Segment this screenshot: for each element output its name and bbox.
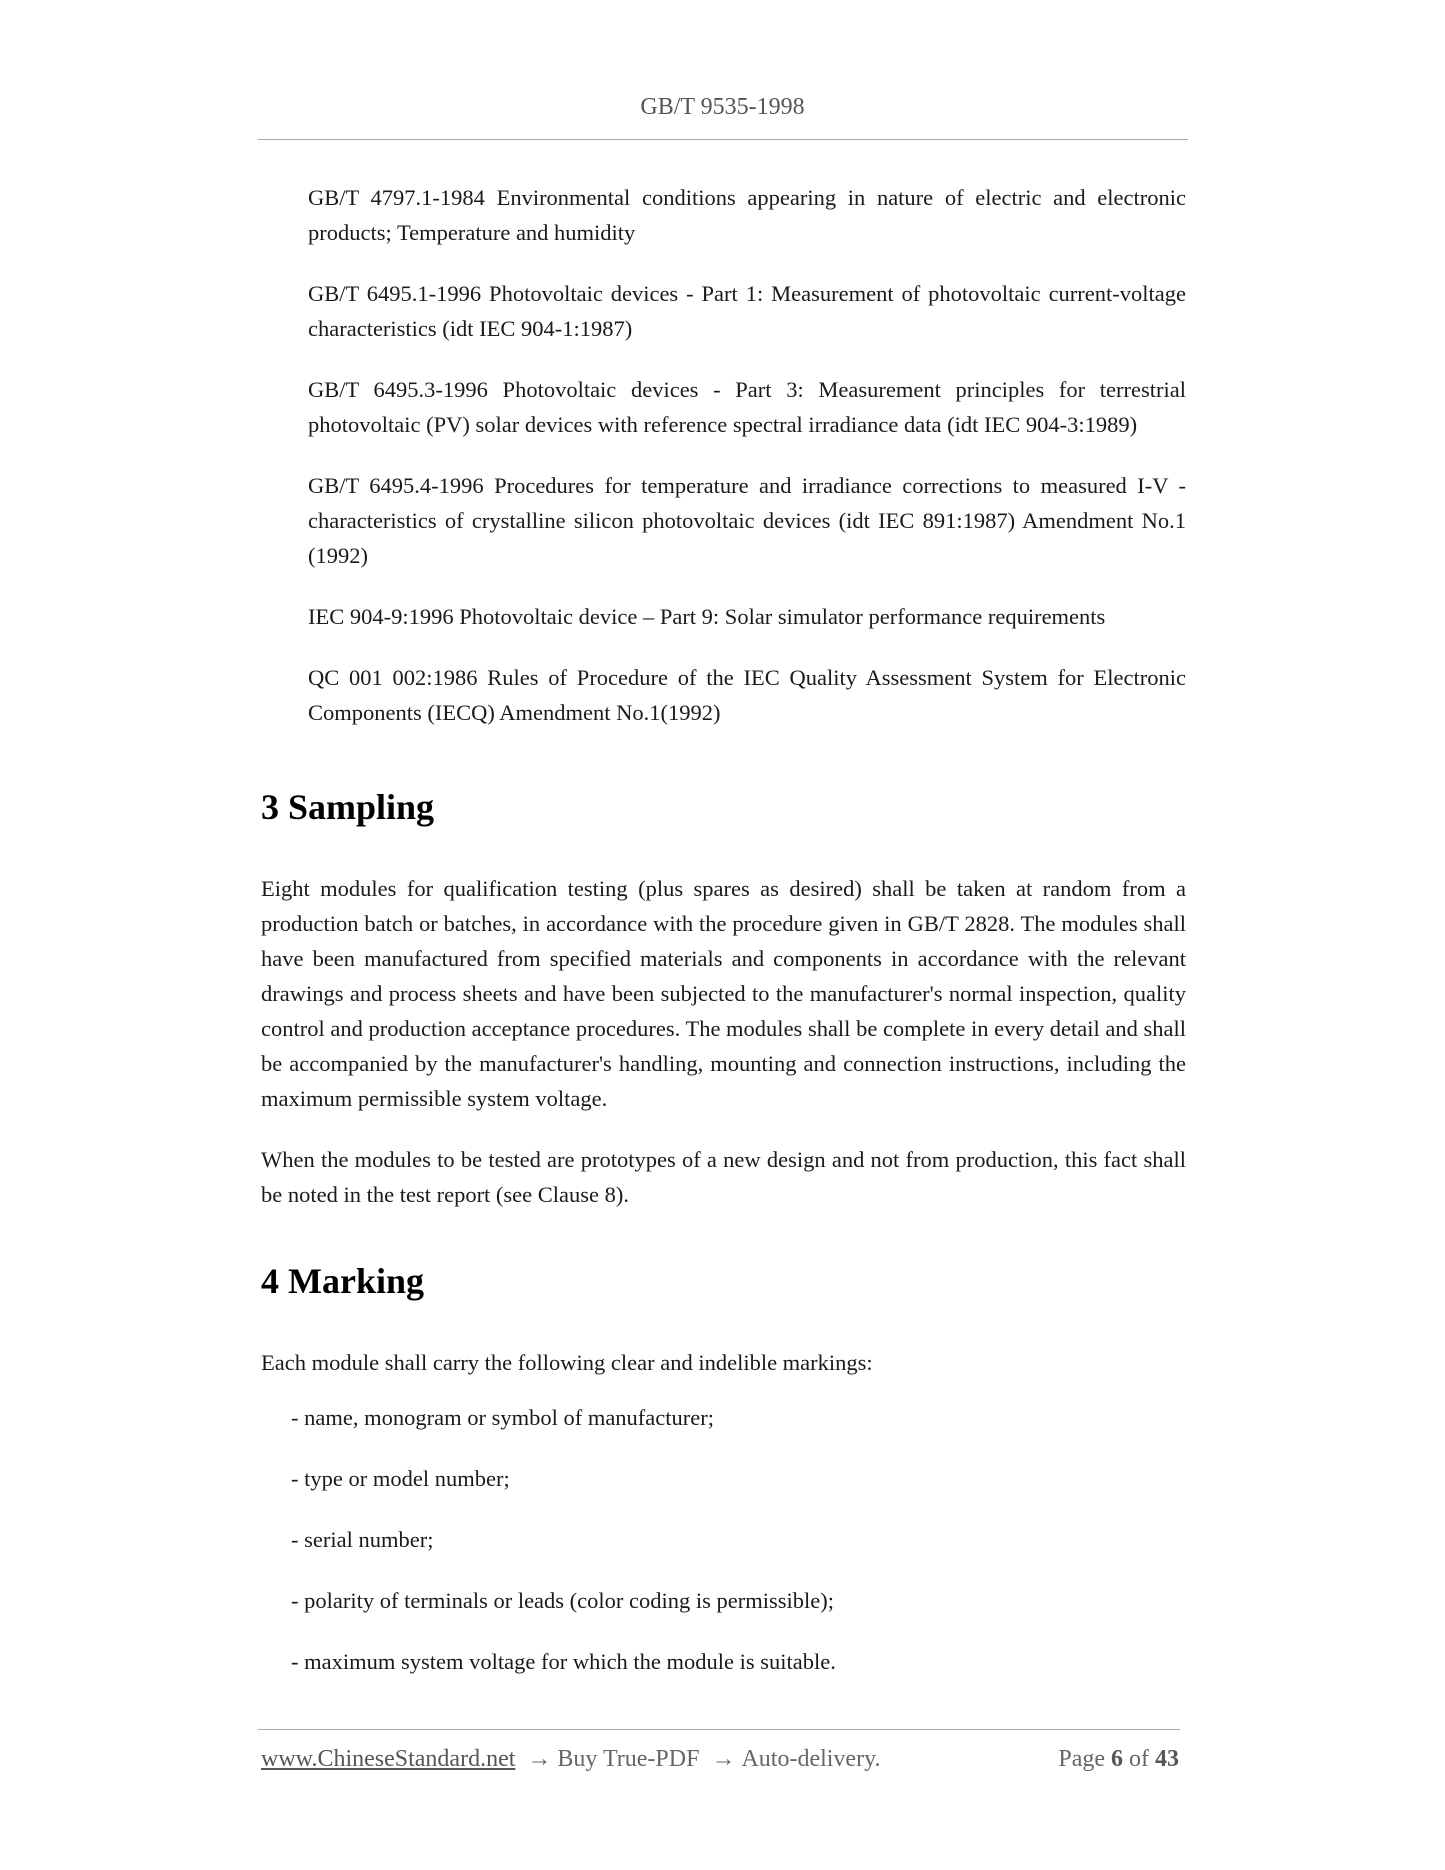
footer-divider [258,1729,1180,1730]
reference-item: GB/T 6495.3-1996 Photovoltaic devices - Part 3: Measurement principles for terrestrial photovoltaic (PV) solar devices with reference spectral irradiance data (idt IEC 904-3:1989) [308,377,1186,437]
page-footer [261,1746,1179,1780]
section-heading-marking: 4 Marking [261,1261,425,1301]
paragraph: Eight modules for qualification testing (plus spares as desired) shall be taken at random from a production batch or batches, in accordance with the procedure given in GB/T 2828. The modules shall have been manufactured from specified materials and components in accordance with the relevant drawings and process sheets and have been subjected to the manufacturer's normal inspection, quality control and production acceptance procedures. The modules shall be complete in every detail and shall be accompanied by the manufacturer's handling, mounting and connection instructions, including the maximum permissible system voltage. [261,876,1186,1111]
buy-text: Buy True-PDF [557,1746,700,1772]
section-heading-sampling: 3 Sampling [261,787,435,827]
header-divider [258,139,1188,140]
marking-intro-block [261,1345,1186,1406]
reference-item: IEC 904-9:1996 Photovoltaic device – Part 9: Solar simulator performance requirements [308,604,1106,629]
list-item: - serial number; [291,1527,434,1552]
reference-item: GB/T 4797.1-1984 Environmental conditions appearing in nature of electric and electronic products; Temperature and humidity [308,185,1186,245]
delivery-text: Auto-delivery. [741,1746,881,1772]
page-indicator [1058,1746,1179,1773]
marking-intro: Each module shall carry the following clear and indelible markings: [261,1350,873,1375]
page-label: Page [1058,1746,1105,1772]
total-pages-number: 43 [1155,1746,1179,1772]
paragraph: When the modules to be tested are prototypes of a new design and not from production, this fact shall be noted in the test report (see Clause 8). [261,1147,1186,1207]
page-header-title: GB/T 9535-1998 [640,94,805,120]
list-item: - type or model number; [291,1466,510,1491]
normative-references-list [308,180,1186,756]
footer-promo [261,1746,881,1773]
arrow-right-icon: → [711,1746,736,1772]
of-label: of [1129,1746,1149,1772]
list-item: - name, monogram or symbol of manufacturer; [291,1405,714,1430]
site-link[interactable]: www.ChineseStandard.net [261,1746,516,1772]
reference-item: QC 001 002:1986 Rules of Procedure of the IEC Quality Assessment System for Electronic Components (IECQ) Amendment No.1(1992) [308,665,1186,725]
arrow-right-icon: → [527,1746,552,1772]
list-item: - polarity of terminals or leads (color coding is permissible); [291,1588,834,1613]
reference-item: GB/T 6495.4-1996 Procedures for temperature and irradiance corrections to measured I-V - characteristics of crystalline silicon photovoltaic devices (idt IEC 891:1987) Amendment No.1 (1992) [308,473,1186,568]
sampling-body [261,871,1186,1238]
marking-list [291,1400,1181,1705]
reference-item: GB/T 6495.1-1996 Photovoltaic devices - Part 1: Measurement of photovoltaic current-voltage characteristics (idt IEC 904-1:1987) [308,281,1186,341]
list-item: - maximum system voltage for which the module is suitable. [291,1649,836,1674]
current-page-number: 6 [1111,1746,1123,1772]
